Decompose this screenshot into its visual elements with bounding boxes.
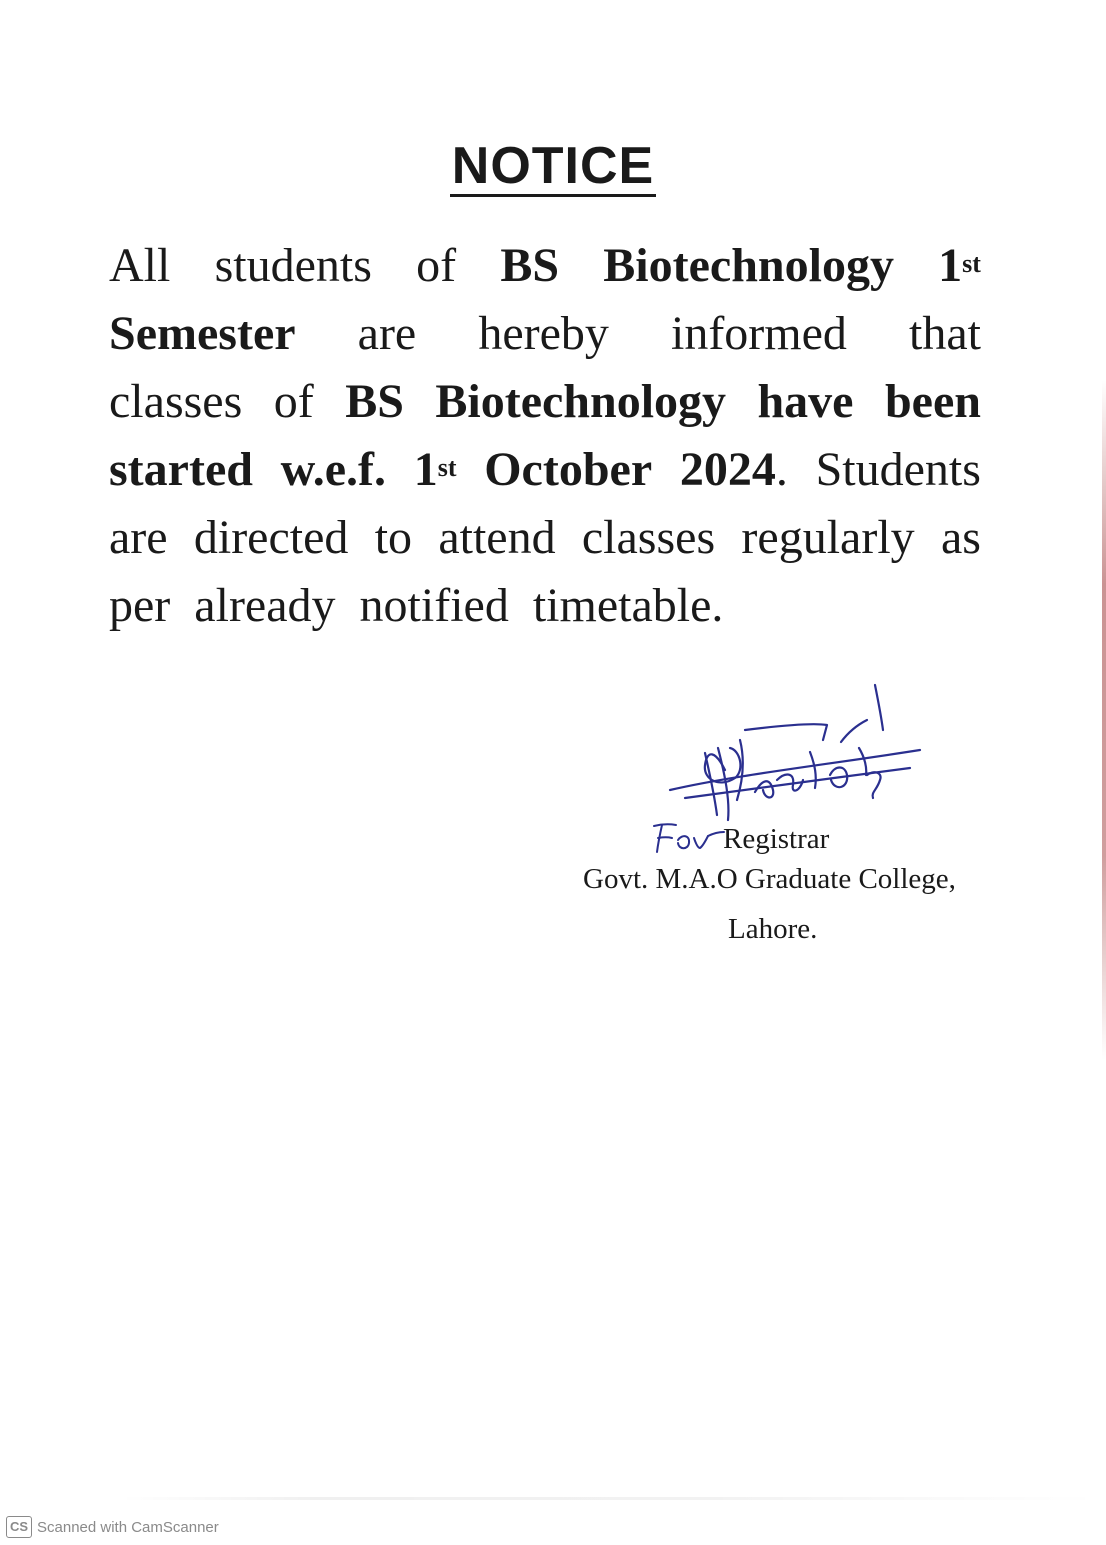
notice-word-text: as (940, 511, 981, 564)
notice-word (757, 368, 853, 436)
scanner-footer-text: Scanned with CamScanner (37, 1518, 219, 1536)
notice-word (360, 572, 521, 640)
notice-word (109, 504, 168, 572)
notice-word-text: October (484, 443, 653, 496)
notice-word-text: directed (193, 511, 349, 564)
notice-word (938, 232, 981, 300)
notice-word-text: 1 (413, 443, 438, 496)
notice-word (109, 232, 170, 300)
notice-word-text: of (416, 239, 457, 292)
notice-word-text: Biotechnology (603, 239, 894, 292)
notice-word (582, 504, 715, 572)
notice-word (500, 232, 559, 300)
notice-body (109, 232, 981, 640)
notice-word (274, 368, 314, 436)
notice-word (671, 300, 847, 368)
scanner-footer (6, 1515, 219, 1539)
notice-word (215, 232, 372, 300)
notice-word-text: BS (500, 239, 560, 292)
notice-word-text: that (909, 307, 981, 360)
notice-word-text: timetable. (532, 579, 724, 632)
notice-word-text: Biotechnology (435, 375, 727, 428)
notice-word (478, 300, 609, 368)
notice-word-text: attend (438, 511, 556, 564)
institution-city: Lahore. (728, 913, 818, 945)
notice-word (603, 232, 894, 300)
notice-word (484, 436, 652, 504)
notice-word (358, 300, 417, 368)
notice-word-text: of (273, 375, 314, 428)
notice-word (438, 504, 555, 572)
notice-word (194, 504, 349, 572)
notice-word (345, 368, 404, 436)
notice-word-text: to (374, 511, 413, 564)
notice-word (885, 368, 981, 436)
notice-word (109, 572, 182, 640)
notice-word (533, 572, 736, 640)
ordinal-suffix: st (437, 453, 457, 482)
notice-word (109, 436, 253, 504)
notice-word (435, 368, 726, 436)
notice-line (109, 436, 981, 504)
notice-word-text: regularly (741, 511, 915, 564)
notice-word (375, 504, 412, 572)
punctuation: . (775, 443, 788, 496)
notice-word-text: are (357, 307, 417, 360)
notice-word (680, 436, 788, 504)
notice-line (109, 300, 981, 368)
notice-word (816, 436, 981, 504)
notice-title (0, 136, 1106, 197)
notice-word-text: Students (815, 443, 981, 496)
notice-word-text: 1 (938, 239, 963, 292)
notice-word (109, 368, 242, 436)
scan-smudge (120, 1497, 1100, 1500)
notice-title-text: NOTICE (451, 137, 655, 195)
notice-word (109, 300, 296, 368)
notice-word-text: have (757, 375, 854, 428)
notice-word-text: classes (109, 375, 243, 428)
camscanner-logo-icon: CS (6, 1516, 32, 1538)
notice-word-text: 2024 (679, 443, 776, 496)
notice-word-text: been (884, 375, 981, 428)
notice-word-text: w.e.f. (280, 443, 386, 496)
notice-word-text: informed (670, 307, 847, 360)
notice-line (109, 368, 981, 436)
institution-name: Govt. M.A.O Graduate College, (583, 863, 956, 895)
notice-word (281, 436, 386, 504)
notice-word (194, 572, 347, 640)
notice-word-text: started (109, 443, 253, 496)
notice-word-text: Semester (109, 307, 296, 360)
notice-word-text: are (109, 511, 168, 564)
notice-word (941, 504, 981, 572)
notice-word-text: All (109, 239, 171, 292)
notice-word (741, 504, 914, 572)
notice-line (109, 572, 981, 640)
notice-word (414, 436, 457, 504)
notice-word-text: BS (345, 375, 404, 428)
scan-edge-mark (1102, 380, 1106, 1060)
signature-prefix-image (648, 818, 726, 858)
notice-line (109, 232, 981, 300)
notice-word-text: students (214, 239, 372, 292)
notice-word-text: classes (581, 511, 716, 564)
notice-word (909, 300, 981, 368)
notice-word (416, 232, 456, 300)
notice-word-text: per (109, 579, 171, 632)
notice-line (109, 504, 981, 572)
signatory-designation: Registrar (723, 823, 830, 855)
notice-word-text: notified (359, 579, 509, 632)
notice-word-text: hereby (478, 307, 609, 360)
notice-word-text: already (194, 579, 336, 632)
ordinal-suffix: st (962, 249, 981, 278)
